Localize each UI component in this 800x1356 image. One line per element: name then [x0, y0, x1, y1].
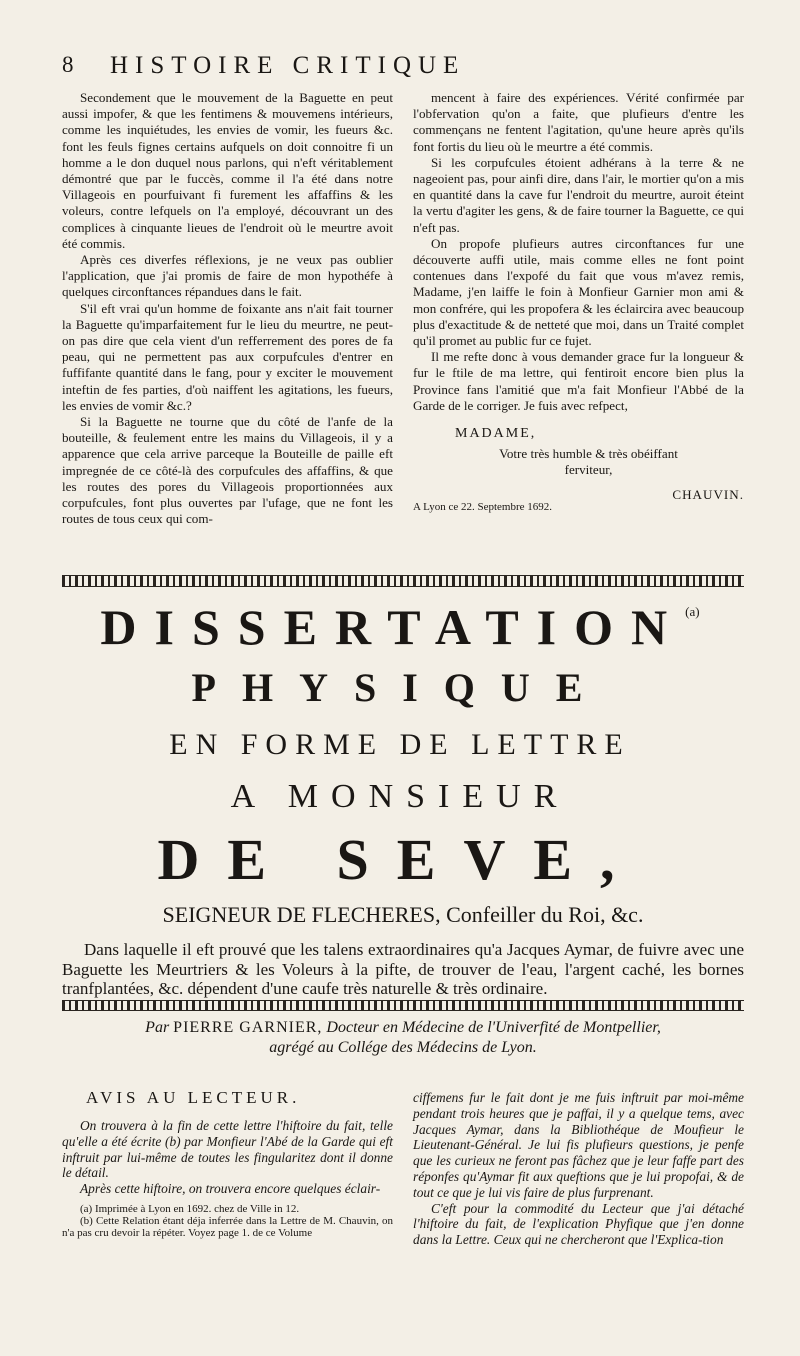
- footnote: (b) Cette Relation étant déja inferrée dans la Lettre de M. Chauvin, on n'a pas cru devoir la répéter. Voyez page 1. de ce Volume: [62, 1215, 393, 1240]
- left-column: [62, 90, 393, 527]
- author-block: [62, 1018, 744, 1058]
- footnote: (a) Imprimée à Lyon en 1692. chez de Ville in 12.: [80, 1202, 300, 1215]
- closing-humble: Votre très humble & très obéiffant: [499, 446, 678, 462]
- title-a-monsieur: A MONSIEUR: [230, 778, 570, 815]
- title-line-1: DISSERTATION: [100, 599, 686, 655]
- page-number: 8: [62, 52, 74, 77]
- title-physique: PHYSIQUE: [191, 665, 609, 710]
- author-name: PIERRE GARNIER,: [173, 1019, 323, 1036]
- title-en-forme: EN FORME DE LETTRE: [169, 728, 631, 761]
- title-dissertation: [0, 598, 800, 656]
- ornament-band: [62, 575, 744, 587]
- author-college: agrégé au Collége des Médecins de Lyon.: [269, 1039, 537, 1056]
- running-header: [62, 52, 762, 82]
- subject-paragraph: Dans laquelle il eft prouvé que les talens extraordinaires qu'a Jacques Aymar, de fuivre avec une Baguette les Meurtriers & les Voleurs à la pifte, de trouver de l'eau, l'argent caché, les bornes tranfplantées, &c. dépendent d'une caufe très naturelle & très ordinaire.: [62, 940, 744, 998]
- paragraph: ciffemens fur le fait dont je me fuis inftruit par moi-même pendant trois heures que je paffai, il y a quelque tems, avec Jacques Aymar, dans la Bibliothéque de Moufieur le Lieutenant-Général. Je lui fis plufieurs questions, je penfe que les curieux ne feront pas fâchez que je leur faffe part des réponfes qu'Aymar fit aux queftions que je lui propofai, & de tout ce que je lui vis faire de plus furprenant.: [413, 1090, 744, 1200]
- signature: CHAUVIN.: [672, 486, 744, 502]
- closing-servant: ferviteur,: [564, 462, 613, 478]
- dateline: A Lyon ce 22. Septembre 1692.: [413, 500, 553, 513]
- avis-right-column: [413, 1090, 744, 1248]
- paragraph: Si les corpufcules étoient adhérans à la terre & ne nageoient pas, pour ainfi dire, dans l'air, le mortier qu'on a mis en quantité dans la cave fur l'endroit du meurtre, auroit éteint la vertu d'agiter les gens, & de faire tourner la Baguette, ce qui n'eft pas.: [413, 154, 744, 235]
- paragraph: On propofe plufieurs autres circonftances fur une découverte auffi utile, mais comme elles ne font point contenues dans l'expofé du fait que vous m'avez remis, Madame, j'en laiffe le foin à Monfieur Garnier mon ami & mon confrére, qui les propofera & les éclaircira avec beaucoup plus d'exactitude & de netteté que moi, dans un Traité complet qu'il promet au public fur ce fujet.: [413, 235, 744, 349]
- author-prefix: Par: [145, 1019, 170, 1036]
- author-credentials: Docteur en Médecine de l'Univerfité de Montpellier,: [326, 1019, 661, 1036]
- paragraph: S'il eft vrai qu'un homme de foixante ans n'ait fait tourner la Baguette qu'imparfaitement fur le lieu du meurtre, ne peut-on pas dire que cela vient d'un refferrement des pores de fa peau, qui ne permettent pas aux corpufcules d'entrer en fuffifante quantité dans le fang, pour y exciter le mouvement inteftin de fes parties, d'où naiffent les agitations, les fueurs, les envies de vomir &c.?: [62, 300, 393, 413]
- footnote-mark: (a): [685, 604, 700, 619]
- paragraph: Si la Baguette ne tourne que du côté de l'anfe de la bouteille, & feulement entre les mains du Villageois, il y a apparence que cela arrive parceque la Bouteille de paille eft impregnée de ce côté-là des corpufcules des affaffins, & que les routes des pores du Villageois proportionnées aux corpufcules, font plus ouvertes par l'ufage, que ne font les routes de tous ceux qui com-: [62, 414, 393, 527]
- paragraph: Secondement que le mouvement de la Baguette en peut aussi impofer, & que les fentimens & mouvemens intérieurs, comme les inquiétudes, les envies de vomir, les fueurs &c. font les feuls fignes certains aufquels on doit connoitre fi un homme a le don duquel nous parlons, qui n'eft véritablement démontré que par le fuccès, comme il l'a été dans notre Villageois en pourfuivant fi furement les affaffins & les voleurs, contre lefquels on l'a employé, découvrant un des complices à cinquante lieues de l'endroit où le meurtre avoit été commis.: [62, 90, 393, 251]
- paragraph: Après cette hiftoire, on trouvera encore quelques éclair-: [80, 1181, 381, 1197]
- salutation: MADAME,: [455, 426, 537, 442]
- right-column: [413, 90, 744, 515]
- avis-left-column: [62, 1118, 393, 1240]
- ornament-band: [62, 1000, 744, 1011]
- title-seigneur: SEIGNEUR DE FLECHERES, Confeiller du Roi, &c.: [162, 902, 644, 927]
- title-de-seve: DE SEVE,: [157, 827, 643, 892]
- paragraph: Il me refte donc à vous demander grace fur la longueur & fur le ftile de ma lettre, qui fentiroit encore bien plus la Province fans l'amitié que m'a fait Monfieur l'Abbé de la Garde de le corriger. Je fuis avec refpect,: [413, 349, 744, 413]
- paragraph: mencent à faire des expériences. Vérité confirmée par l'obfervation qu'on a faite, que plufieurs d'entre les commençans ne fentent l'agitation, qu'une heure après qu'ils font fortis du lieu où le meurtre a été commis.: [413, 90, 744, 154]
- paragraph: Après ces diverfes réflexions, je ne veux pas oublier l'application, que j'ai promis de faire de mon hypothéfe à quelques circonftances répandues dans le fait.: [62, 252, 393, 300]
- avis-heading: AVIS AU LECTEUR.: [86, 1088, 301, 1107]
- running-title: HISTOIRE CRITIQUE: [110, 52, 466, 79]
- paragraph: On trouvera à la fin de cette lettre l'hiftoire du fait, telle qu'elle a été écrite (b) par Monfieur l'Abé de la Garde qui eft inftruit par lui-même de toutes les fingularitez dont il donne le détail.: [62, 1118, 393, 1181]
- paragraph: C'eft pour la commodité du Lecteur que j'ai détaché l'hiftoire du fait, de l'explication Phyfique que j'en donne dans la Lettre. Ceux qui ne chercheront que l'Explica-tion: [413, 1200, 744, 1248]
